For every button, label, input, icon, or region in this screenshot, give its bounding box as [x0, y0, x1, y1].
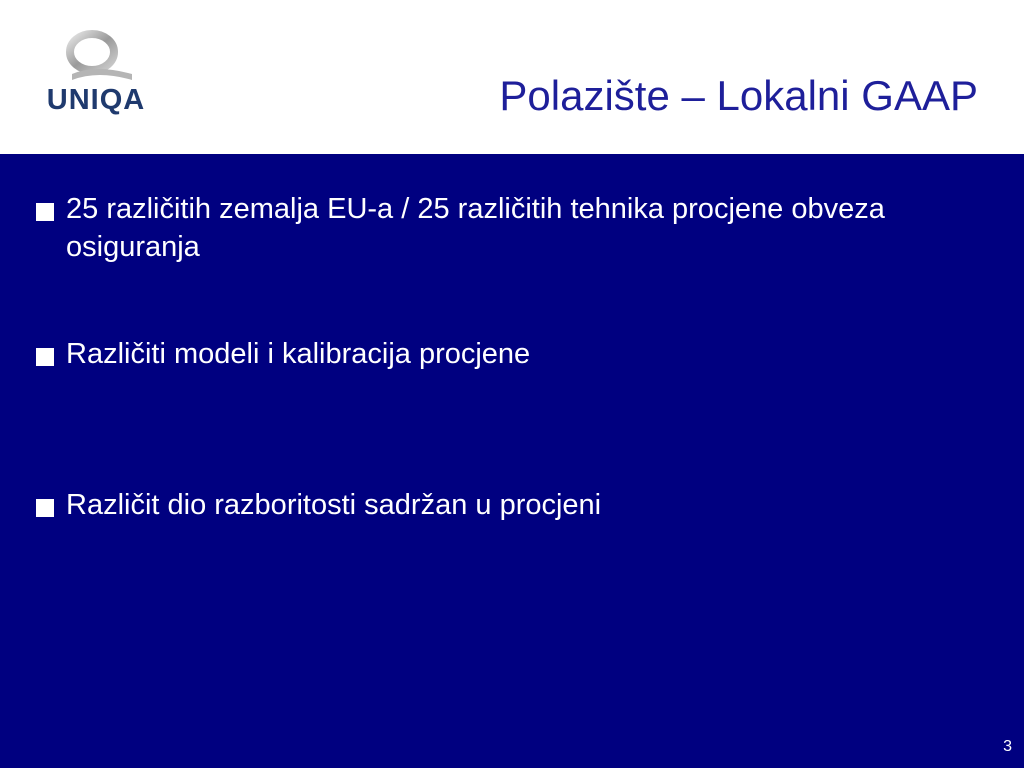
square-bullet-icon	[36, 348, 54, 366]
square-bullet-icon	[36, 499, 54, 517]
slide-title: Polazište – Lokalni GAAP	[499, 72, 978, 119]
bullet-text: Različit dio razboritosti sadržan u procjeni	[66, 489, 602, 521]
logo-text: UNIQA	[46, 84, 146, 116]
uniqa-logo-icon	[58, 30, 134, 82]
bullet-item	[36, 335, 976, 373]
page-number: 3	[1003, 738, 1012, 755]
square-bullet-icon	[36, 203, 54, 221]
bullet-item	[36, 190, 976, 266]
bullet-text: 25 različitih zemalja EU-a / 25 različitih tehnika procjene obveza osiguranja	[66, 193, 885, 263]
slide-body	[0, 154, 1024, 768]
uniqa-logo	[36, 30, 156, 122]
bullet-text: Različiti modeli i kalibracija procjene	[66, 338, 531, 370]
slide-header	[0, 0, 1024, 154]
bullet-item	[36, 486, 976, 524]
